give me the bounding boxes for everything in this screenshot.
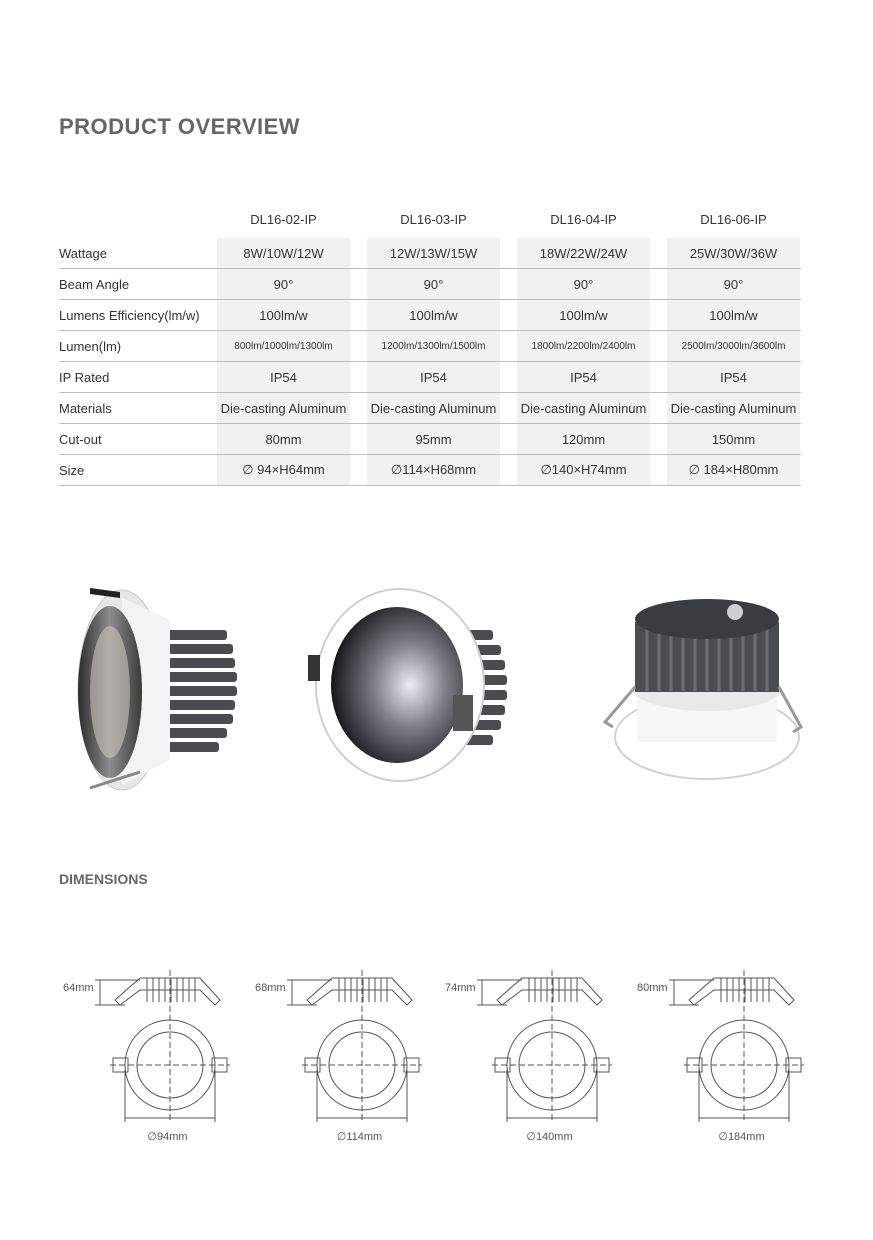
product-photos <box>50 575 820 805</box>
model-header: DL16-06-IP <box>700 211 767 227</box>
spec-cell: 1800lm/2200lm/2400lm <box>517 331 650 361</box>
dimension-drawing <box>55 960 240 1150</box>
spec-cell: 90° <box>217 269 350 299</box>
spec-cell: Die-casting Aluminum <box>367 393 500 423</box>
spec-cell: ∅114×H68mm <box>367 455 500 485</box>
spec-cell: 1200lm/1300lm/1500lm <box>367 331 500 361</box>
dimension-diameter-label: ∅140mm <box>526 1131 573 1143</box>
dimensions-title: DIMENSIONS <box>59 871 148 887</box>
spec-cell: ∅ 184×H80mm <box>667 455 800 485</box>
dimension-drawing <box>247 960 432 1150</box>
downlight-rear-view-image <box>595 587 810 787</box>
model-header: DL16-04-IP <box>550 211 617 227</box>
spec-row-cut-out <box>59 424 801 455</box>
spec-cell: 800lm/1000lm/1300lm <box>217 331 350 361</box>
spec-row-lumen <box>59 331 801 362</box>
spec-cell: IP54 <box>217 362 350 392</box>
dimension-diameter-label: ∅114mm <box>336 1131 383 1143</box>
dimension-height-label: 74mm <box>445 982 476 994</box>
spec-row-ip-rated <box>59 362 801 393</box>
spec-cell: 8W/10W/12W <box>217 238 350 268</box>
spec-label: Cut-out <box>59 431 102 447</box>
spec-cell: 95mm <box>367 424 500 454</box>
dimension-diameter-label: ∅184mm <box>718 1131 765 1143</box>
spec-label: Beam Angle <box>59 276 130 292</box>
spec-label: Wattage <box>59 245 107 261</box>
spec-cell: 90° <box>667 269 800 299</box>
spec-cell: ∅ 94×H64mm <box>217 455 350 485</box>
dimension-drawing <box>629 960 814 1150</box>
model-header: DL16-02-IP <box>250 211 317 227</box>
spec-row-wattage <box>59 238 801 269</box>
dimension-height-label: 80mm <box>637 982 668 994</box>
spec-table <box>59 200 801 486</box>
spec-row-size <box>59 455 801 486</box>
spec-cell: 25W/30W/36W <box>667 238 800 268</box>
spec-row-materials <box>59 393 801 424</box>
spec-cell: 90° <box>367 269 500 299</box>
spec-cell: 90° <box>517 269 650 299</box>
spec-row-lumens-efficiency <box>59 300 801 331</box>
spec-cell: Die-casting Aluminum <box>517 393 650 423</box>
spec-label: Lumen(lm) <box>59 338 122 354</box>
spec-cell: 150mm <box>667 424 800 454</box>
spec-cell: Die-casting Aluminum <box>667 393 800 423</box>
spec-label: Materials <box>59 400 112 416</box>
dimension-drawings <box>55 960 815 1150</box>
spec-label: IP Rated <box>59 369 110 385</box>
spec-cell: 120mm <box>517 424 650 454</box>
spec-cell: 100lm/w <box>517 300 650 330</box>
spec-cell: 12W/13W/15W <box>367 238 500 268</box>
spec-cell: IP54 <box>517 362 650 392</box>
spec-cell: 100lm/w <box>667 300 800 330</box>
spec-cell: 18W/22W/24W <box>517 238 650 268</box>
spec-cell: 2500lm/3000lm/3600lm <box>667 331 800 361</box>
spec-label: Size <box>59 462 85 478</box>
dimension-drawing <box>437 960 622 1150</box>
spec-cell: ∅140×H74mm <box>517 455 650 485</box>
dimension-height-label: 68mm <box>255 982 286 994</box>
dimension-diameter-label: ∅94mm <box>147 1131 188 1143</box>
spec-cell: 80mm <box>217 424 350 454</box>
spec-cell: IP54 <box>667 362 800 392</box>
spec-row-beam-angle <box>59 269 801 300</box>
model-header-row <box>59 200 801 238</box>
spec-cell: Die-casting Aluminum <box>217 393 350 423</box>
spec-cell: IP54 <box>367 362 500 392</box>
dimension-height-label: 64mm <box>63 982 94 994</box>
downlight-side-view-image <box>60 580 240 800</box>
page-title: PRODUCT OVERVIEW <box>59 114 301 139</box>
downlight-front-view-image <box>305 585 520 790</box>
spec-label: Lumens Efficiency(lm/w) <box>59 307 200 323</box>
spec-cell: 100lm/w <box>217 300 350 330</box>
spec-cell: 100lm/w <box>367 300 500 330</box>
model-header: DL16-03-IP <box>400 211 467 227</box>
